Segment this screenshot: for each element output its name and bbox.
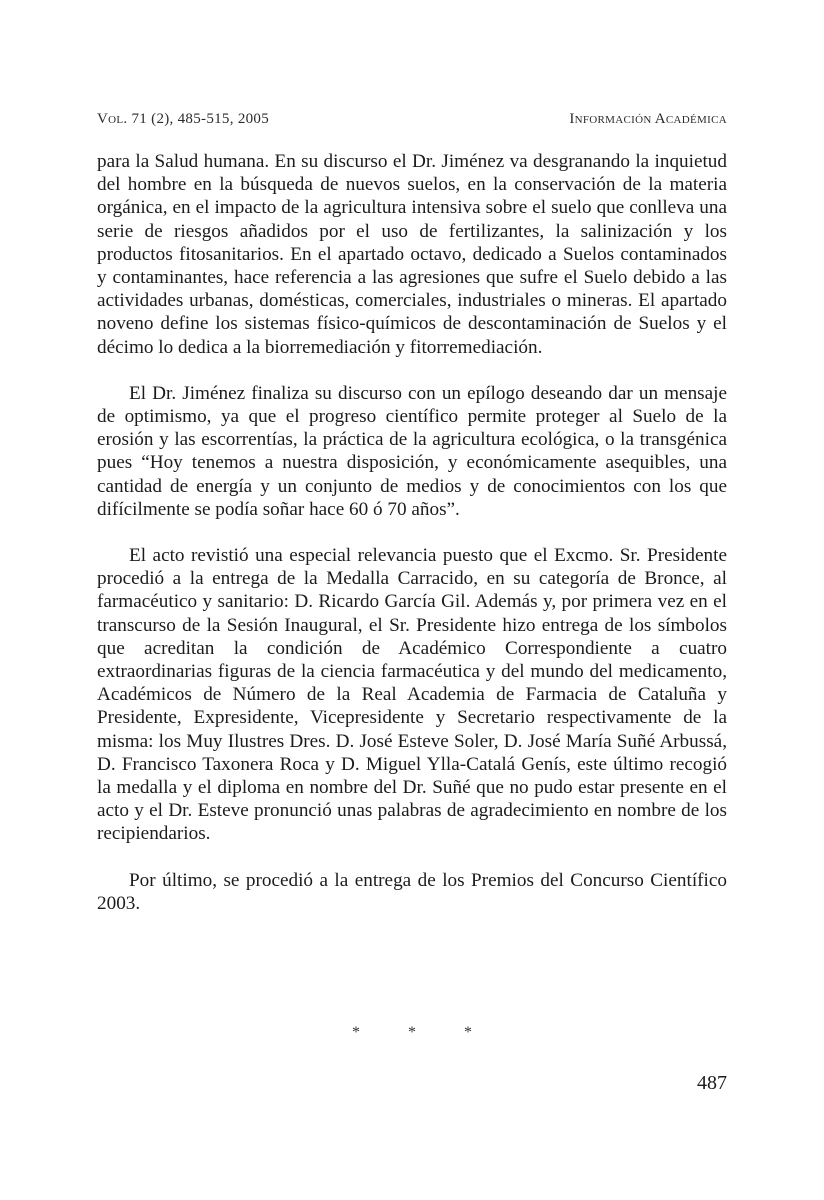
article-body	[97, 150, 727, 938]
paragraph: El Dr. Jiménez finaliza su discurso con un epílogo deseando dar un mensaje de optimismo, ya que el progreso científico permite proteger al Suelo de la erosión y las escorrentías, la práctica de la agricultura ecológica, o la transgénica pues “Hoy tenemos a nuestra disposición, y económicamente asequibles, una cantidad de energía y un conjunto de medios y de conocimientos con los que difícilmente se podía soñar hace 60 ó 70 años”.	[97, 382, 727, 520]
paragraph: El acto revistió una especial relevancia puesto que el Excmo. Sr. Presidente procedió a la entrega de la Medalla Carracido, en su categoría de Bronce, al farmacéutico y sanitario: D. Ricardo García Gil. Además y, por primera vez en el transcurso de la Sesión Inaugural, el Sr. Presidente hizo entrega de los símbolos que acreditan la condición de Académico Correspondiente a cuatro extraordinarias figuras de la ciencia farmacéutica y del mundo del medicamento, Académicos de Número de la Real Academia de Farmacia de Cataluña y Presidente, Expresidente, Vicepresidente y Secretario respectivamente de la misma: los Muy Ilustres Dres. D. José Esteve Soler, D. José María Suñé Arbussá, D. Francisco Taxonera Roca y D. Miguel Ylla-Catalá Genís, este último recogió la medalla y el diploma en nombre del Dr. Suñé que no pudo estar presente en el acto y el Dr. Esteve pronunció unas palabras de agradecimiento en nombre de los recipiendarios.	[97, 545, 727, 845]
running-header	[97, 111, 727, 133]
paragraph-continued: para la Salud humana. En su discurso el Dr. Jiménez va desgranando la inquietud del hombre en la búsqueda de nuevos suelos, en la conservación de la materia orgánica, en el impacto de la agricultura intensiva sobre el suelo que conlleva una serie de riesgos añadidos por el uso de fertilizantes, la salinización y los productos fitosanitarios. En el apartado octavo, dedicado a Suelos contaminados y contaminantes, hace referencia a las agresiones que sufre el Suelo debido a las actividades urbanas, domésticas, comerciales, industriales o mineras. El apartado noveno define los sistemas físico-químicos de descontaminación de Suelos y el décimo lo dedica a la biorremediación y fitorremediación.	[97, 151, 727, 358]
section-separator: * * *	[352, 1024, 494, 1041]
page-number: 487	[697, 1072, 727, 1094]
paragraph: Por último, se procedió a la entrega de los Premios del Concurso Científico 2003.	[97, 869, 727, 914]
section-title: Información Académica	[569, 111, 727, 127]
journal-volume-citation: Vol. 71 (2), 485-515, 2005	[97, 111, 270, 127]
